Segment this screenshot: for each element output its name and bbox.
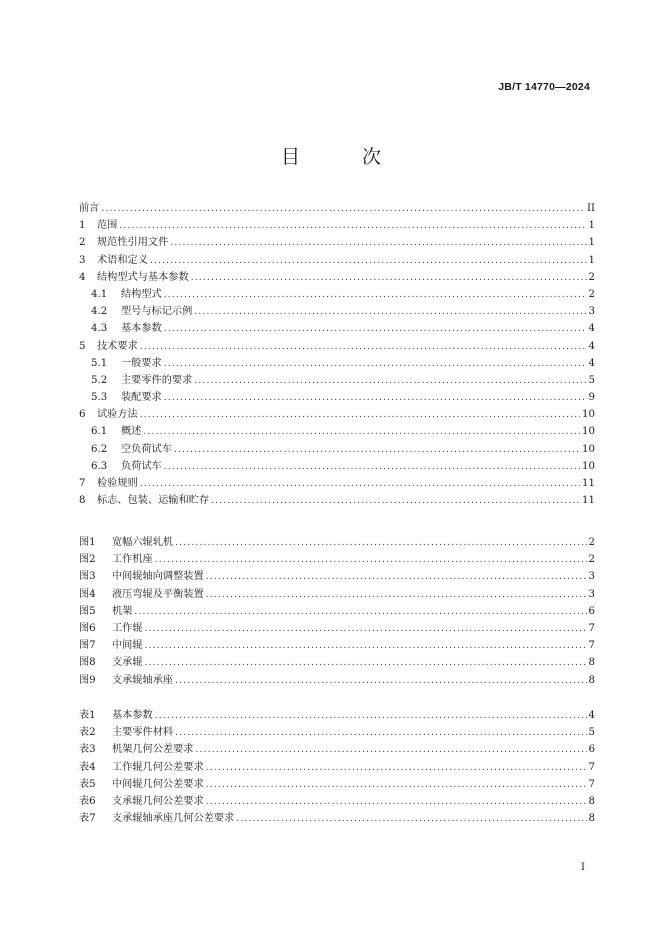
dot-leader <box>101 201 585 218</box>
table-entry[interactable] <box>79 741 595 758</box>
toc-entry-page: 2 <box>588 288 595 300</box>
toc-entry[interactable] <box>79 475 595 492</box>
toc-entry-page: 1 <box>588 220 595 232</box>
dot-leader <box>206 760 587 777</box>
figure-entry[interactable] <box>79 551 595 568</box>
toc-entry[interactable] <box>79 406 595 423</box>
figure-entry-page: 7 <box>588 622 595 634</box>
table-entry-number: 表5 <box>79 778 96 790</box>
toc-entry-number: 8 <box>79 495 86 507</box>
toc-entry-label: 试验方法 <box>97 409 138 421</box>
toc-entry-number: 5.1 <box>91 357 108 369</box>
toc-entry-page: 1 <box>588 237 595 249</box>
figure-entry[interactable] <box>79 620 595 637</box>
figure-list <box>79 534 595 689</box>
dot-leader <box>145 621 587 638</box>
dot-leader <box>175 535 586 552</box>
figure-entry[interactable] <box>79 586 595 603</box>
table-entry-label: 基本参数 <box>112 710 153 721</box>
dot-leader <box>164 356 587 373</box>
figure-entry-number: 图8 <box>79 657 96 669</box>
figure-entry-label: 液压弯辊及平衡装置 <box>112 588 204 600</box>
figure-entry-label: 工作辊 <box>112 622 143 634</box>
toc-entry[interactable] <box>79 217 595 234</box>
toc-entry-page: II <box>586 203 595 214</box>
figure-entry-page: 2 <box>588 537 595 548</box>
table-entry-page: 6 <box>588 744 595 756</box>
dot-leader <box>119 218 586 235</box>
figure-entry-number: 图5 <box>79 605 96 617</box>
dot-leader <box>140 476 580 493</box>
toc-entry-label: 结构型式与基本参数 <box>97 271 189 283</box>
toc-entry-page: 11 <box>582 495 595 507</box>
figure-entry[interactable] <box>79 568 595 585</box>
toc-entry-label: 结构型式 <box>121 288 162 300</box>
dot-leader <box>155 552 587 569</box>
table-entry-number: 表6 <box>79 795 96 807</box>
table-entry[interactable] <box>79 724 595 741</box>
toc-entry[interactable] <box>79 252 595 269</box>
figure-entry-number: 图1 <box>79 537 96 548</box>
toc-entry-label: 型号与标记示例 <box>121 306 193 318</box>
figure-entry-label: 中间辊 <box>112 640 143 652</box>
toc-entry[interactable] <box>79 286 595 303</box>
figure-entry[interactable] <box>79 637 595 654</box>
toc-entry-page: 10 <box>582 443 595 455</box>
figure-entry-number: 图2 <box>79 554 96 566</box>
dot-leader <box>140 339 587 356</box>
figure-entry-page: 6 <box>588 605 595 617</box>
toc-entry-number: 2 <box>79 237 86 249</box>
toc-entry-label: 标志、包装、运输和贮存 <box>97 495 210 507</box>
dot-leader <box>145 638 587 655</box>
table-entry-page: 5 <box>588 727 595 739</box>
table-entry-label: 工作辊几何公差要求 <box>112 761 204 773</box>
dot-leader <box>175 725 586 742</box>
toc-entry[interactable] <box>79 234 595 251</box>
dot-leader <box>211 493 580 510</box>
figure-entry-label: 机架 <box>112 605 133 617</box>
figure-entry[interactable] <box>79 534 595 551</box>
figure-entry-page: 2 <box>588 554 595 566</box>
toc-entry[interactable] <box>79 303 595 320</box>
dot-leader <box>155 708 587 725</box>
toc-entry-page: 4 <box>588 340 595 352</box>
table-entry-label: 中间辊几何公差要求 <box>112 778 204 790</box>
table-list <box>79 707 595 827</box>
dot-leader <box>145 655 587 672</box>
table-entry-label: 支承辊几何公差要求 <box>112 795 204 807</box>
toc-entry-number: 6 <box>79 409 86 421</box>
dot-leader <box>206 794 587 811</box>
toc-entry-page: 3 <box>588 306 595 318</box>
toc-entry[interactable] <box>79 423 595 440</box>
table-entry[interactable] <box>79 810 595 827</box>
toc-entry-number: 4.1 <box>91 288 108 300</box>
toc-entry-label: 检验规则 <box>97 478 138 489</box>
table-entry-number: 表4 <box>79 761 96 773</box>
page-title: 目 次 <box>280 146 410 168</box>
toc-entry-page: 11 <box>582 478 595 489</box>
toc-entry-page: 4 <box>588 357 595 369</box>
dot-leader <box>164 459 580 476</box>
dot-leader <box>194 373 586 390</box>
toc-entry-number: 6.2 <box>91 443 108 455</box>
toc-entry[interactable] <box>79 389 595 406</box>
table-entry-label: 主要零件材料 <box>112 727 174 739</box>
standard-code: JB/T 14770—2024 <box>498 81 590 93</box>
dot-leader <box>140 407 580 424</box>
figure-entry[interactable] <box>79 672 595 689</box>
dot-leader <box>206 587 587 604</box>
toc-entry-label: 空负荷试车 <box>121 443 172 455</box>
table-entry-page: 7 <box>588 778 595 790</box>
figure-entry-label: 支承辊轴承座 <box>112 674 174 686</box>
dot-leader <box>196 742 587 759</box>
page-number: I <box>581 862 585 873</box>
toc-entry[interactable] <box>79 320 595 337</box>
dot-leader <box>164 390 587 407</box>
figure-entry-number: 图3 <box>79 571 96 583</box>
table-entry-page: 7 <box>588 761 595 773</box>
dot-leader <box>170 235 586 252</box>
toc-entry-number: 6.3 <box>91 460 108 472</box>
figure-entry-label: 中间辊轴向调整装置 <box>112 571 204 583</box>
toc-entry-label: 基本参数 <box>121 323 162 335</box>
toc-entry-label: 一般要求 <box>121 357 162 369</box>
toc-entry-label: 范围 <box>97 220 118 232</box>
toc-entry-number: 7 <box>79 478 86 489</box>
toc-entry[interactable] <box>79 200 595 217</box>
figure-entry-label: 宽幅六辊轧机 <box>112 537 174 548</box>
toc-entry-number: 5.2 <box>91 374 108 386</box>
toc-entry-page: 5 <box>588 374 595 386</box>
dot-leader <box>194 304 586 321</box>
table-entry-number: 表1 <box>79 710 96 721</box>
toc-entry-page: 10 <box>582 460 595 472</box>
figure-entry[interactable] <box>79 654 595 671</box>
toc-entry[interactable] <box>79 372 595 389</box>
toc-entry-label: 装配要求 <box>121 392 162 404</box>
dot-leader <box>164 287 587 304</box>
table-entry-number: 表7 <box>79 813 96 825</box>
figure-entry-page: 8 <box>588 657 595 669</box>
toc-entry-number: 3 <box>79 254 86 266</box>
figure-entry-label: 支承辊 <box>112 657 143 669</box>
toc-entry-label: 技术要求 <box>97 340 138 352</box>
toc-entry-page: 10 <box>582 409 595 421</box>
table-entry-page: 8 <box>588 795 595 807</box>
toc-entry[interactable] <box>79 458 595 475</box>
table-entry-number: 表3 <box>79 744 96 756</box>
figure-entry-number: 图7 <box>79 640 96 652</box>
table-entry[interactable] <box>79 759 595 776</box>
toc-entry-page: 2 <box>588 271 595 283</box>
toc-entry-number: 4 <box>79 271 86 283</box>
table-entry-label: 支承辊轴承座几何公差要求 <box>112 813 235 825</box>
toc-entry-page: 10 <box>582 426 595 438</box>
toc-entry-label: 负荷试车 <box>121 460 162 472</box>
dot-leader <box>174 442 580 459</box>
toc-entry-page: 4 <box>588 323 595 335</box>
dot-leader <box>164 321 587 338</box>
dot-leader <box>236 811 586 828</box>
toc-entry-label: 前言 <box>79 203 100 214</box>
table-entry[interactable] <box>79 707 595 724</box>
figure-entry-page: 3 <box>588 588 595 600</box>
toc-entry-label: 规范性引用文件 <box>97 237 169 249</box>
dot-leader <box>206 777 587 794</box>
toc-entry-number: 1 <box>79 220 86 232</box>
figure-entry-number: 图9 <box>79 674 96 686</box>
figure-entry-label: 工作机座 <box>112 554 153 566</box>
dot-leader <box>143 424 580 441</box>
toc-entry-label: 主要零件的要求 <box>121 374 193 386</box>
figure-entry-number: 图4 <box>79 588 96 600</box>
toc-list <box>79 200 595 509</box>
toc-entry[interactable] <box>79 338 595 355</box>
table-entry[interactable] <box>79 776 595 793</box>
dot-leader <box>134 604 586 621</box>
toc-entry-number: 4.2 <box>91 306 108 318</box>
toc-entry-number: 6.1 <box>91 426 108 438</box>
figure-entry-page: 8 <box>588 674 595 686</box>
table-entry-page: 4 <box>588 710 595 721</box>
toc-entry-page: 1 <box>588 254 595 266</box>
figure-entry-page: 3 <box>588 571 595 583</box>
table-entry[interactable] <box>79 793 595 810</box>
toc-entry-label: 术语和定义 <box>97 254 148 266</box>
toc-entry[interactable] <box>79 269 595 286</box>
dot-leader <box>191 270 587 287</box>
toc-entry-page: 9 <box>588 392 595 404</box>
toc-entry-label: 概述 <box>121 426 142 438</box>
figure-entry-page: 7 <box>588 640 595 652</box>
table-entry-number: 表2 <box>79 727 96 739</box>
toc-entry[interactable] <box>79 492 595 509</box>
dot-leader <box>175 673 586 690</box>
toc-entry[interactable] <box>79 355 595 372</box>
dot-leader <box>150 253 587 270</box>
table-entry-page: 8 <box>588 813 595 825</box>
toc-entry-number: 5.3 <box>91 392 108 404</box>
figure-entry-number: 图6 <box>79 622 96 634</box>
table-entry-label: 机架几何公差要求 <box>112 744 194 756</box>
figure-entry[interactable] <box>79 603 595 620</box>
dot-leader <box>206 569 587 586</box>
toc-entry-number: 4.3 <box>91 323 108 335</box>
toc-entry-number: 5 <box>79 340 86 352</box>
toc-entry[interactable] <box>79 441 595 458</box>
